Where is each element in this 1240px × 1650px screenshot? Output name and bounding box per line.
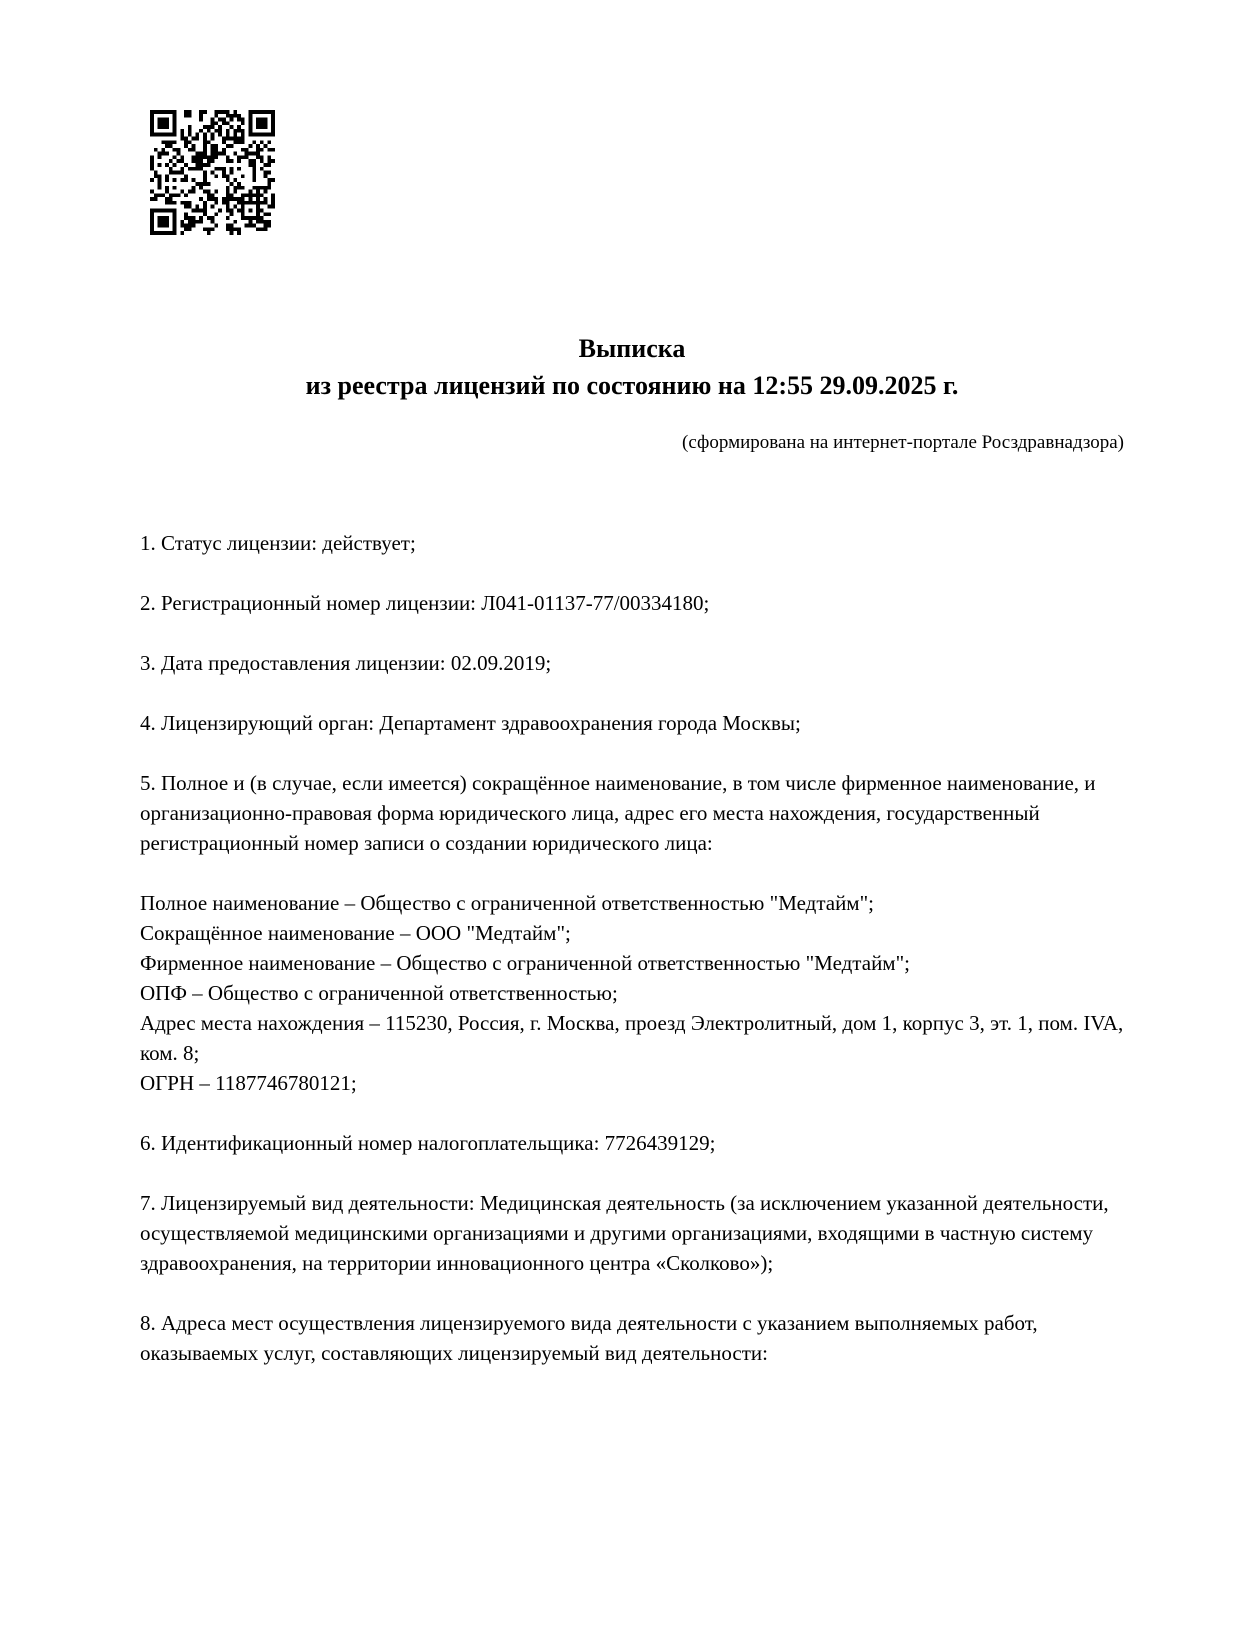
title-line-2: из реестра лицензий по состоянию на 12:55 29.09.2025 г.: [305, 371, 959, 400]
item-addresses-intro: 8. Адреса мест осуществления лицензируемого вида деятельности с указанием выполняемых работ, оказываемых услуг, составляющих лицензируемый вид деятельности:: [140, 1311, 1038, 1365]
company-ogrn: ОГРН – 1187746780121;: [140, 1071, 357, 1095]
company-address: Адрес места нахождения – 115230, Россия, г. Москва, проезд Электролитный, дом 1, корпус 3, эт. 1, пом. IVA, ком. 8;: [140, 1011, 1124, 1065]
document-content: [140, 0, 1124, 1398]
item-licensing-authority: 4. Лицензирующий орган: Департамент здравоохранения города Москвы;: [140, 711, 801, 735]
item-licensed-activity: 7. Лицензируемый вид деятельности: Медицинская деятельность (за исключением указанной деятельности, осуществляемой медицинскими организациями и другими организациями, входящими в частную систему здравоохранения, на территории инновационного центра «Сколково»);: [140, 1191, 1109, 1275]
generated-note: (сформирована на интернет-портале Росздравнадзора): [682, 432, 1124, 453]
company-legal-form: ОПФ – Общество с ограниченной ответственностью;: [140, 981, 618, 1005]
company-short-name: Сокращённое наименование – ООО "Медтайм";: [140, 921, 571, 945]
company-full-name: Полное наименование – Общество с ограниченной ответственностью "Медтайм";: [140, 891, 875, 915]
item-registration-number: 2. Регистрационный номер лицензии: Л041-01137-77/00334180;: [140, 591, 710, 615]
item-names-intro: 5. Полное и (в случае, если имеется) сокращённое наименование, в том числе фирменное наименование, и организационно-правовая форма юридического лица, адрес его места нахождения, государственный регистрационный номер записи о создании юридического лица:: [140, 771, 1096, 855]
document-title: [140, 330, 1124, 404]
item-grant-date: 3. Дата предоставления лицензии: 02.09.2019;: [140, 651, 552, 675]
title-line-1: Выписка: [578, 334, 686, 363]
company-brand-name: Фирменное наименование – Общество с ограниченной ответственностью "Медтайм";: [140, 951, 910, 975]
item-license-status: 1. Статус лицензии: действует;: [140, 531, 416, 555]
item-taxpayer-number: 6. Идентификационный номер налогоплательщика: 7726439129;: [140, 1131, 716, 1155]
document-body: [140, 528, 1124, 1368]
company-details: [140, 888, 1124, 1098]
